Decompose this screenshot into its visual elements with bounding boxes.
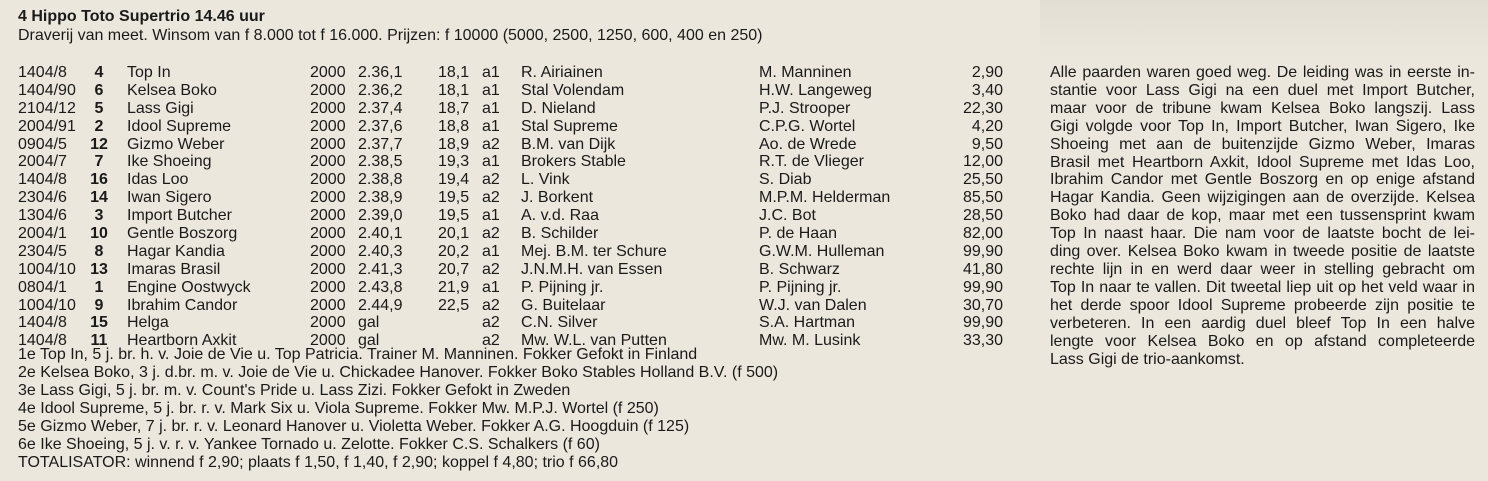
cell-time: 2.37,7 [358,135,403,153]
cell-odds: 99,90 [962,242,1003,260]
cell-km: 19,3 [438,153,470,171]
cell-odds: 33,30 [962,332,1003,350]
table-row [18,225,1038,243]
cell-odds: 41,80 [962,260,1003,278]
cell-owner: Mej. B.M. ter Schure [521,242,667,260]
cell-dist: 2000 [310,314,346,332]
race-commentary [1050,64,1475,368]
cell-owner: B.M. van Dijk [521,135,616,153]
cell-num: 6 [94,81,104,99]
cell-dist: 2000 [310,117,346,135]
cell-owner: Stal Supreme [521,117,618,135]
cell-time: 2.41,3 [358,260,403,278]
cell-time: 2.36,1 [358,64,403,81]
cell-trainer: M. Manninen [759,64,852,81]
cell-start: a1 [482,207,500,225]
cell-dist: 2000 [310,278,346,296]
cell-owner: Stal Volendam [521,81,625,99]
cell-km: 19,4 [438,171,470,189]
cell-name: Gizmo Weber [127,135,225,153]
commentary-line: Top In naar te vallen. Dit tweetal liep uit op het veld waar in [1050,278,1475,296]
cell-num: 15 [90,314,108,332]
cell-dist: 2000 [310,171,346,189]
cell-time: gal [358,332,380,350]
cell-name: Hagar Kandia [127,242,225,260]
footnotes-block [18,346,1028,472]
cell-num: 13 [90,260,108,278]
cell-dist: 2000 [310,189,346,207]
footnote-line: 3e Lass Gigi, 5 j. br. m. v. Count's Pride u. Lass Zizi. Fokker Gefokt in Zweden [18,382,571,399]
cell-start: a1 [482,99,500,117]
cell-time: 2.39,0 [358,207,403,225]
cell-code: 2004/91 [18,117,76,135]
cell-name: Helga [127,314,169,332]
cell-trainer: P.J. Strooper [759,99,851,117]
cell-time: 2.37,4 [358,99,403,117]
table-row [18,136,1038,154]
cell-odds: 4,20 [971,117,1003,135]
cell-owner: Brokers Stable [521,153,626,171]
cell-name: Iwan Sigero [127,189,212,207]
cell-trainer: W.J. van Dalen [759,296,867,314]
commentary-line: stantie voor Lass Gigi na een duel met Import Butcher, [1050,81,1475,99]
cell-time: 2.36,2 [358,81,403,99]
cell-dist: 2000 [310,153,346,171]
cell-km: 18,7 [438,99,470,117]
commentary-line: ding over. Kelsea Boko kwam in tweede positie de laatste [1050,243,1475,261]
cell-trainer: P. Pijning jr. [759,278,842,296]
cell-num: 9 [94,296,104,314]
cell-owner: P. Pijning jr. [521,278,604,296]
cell-code: 1004/10 [18,296,76,314]
cell-start: a2 [482,171,500,189]
cell-owner: D. Nieland [521,99,596,117]
commentary-line: Lass Gigi de trio-aankomst. [1050,350,1245,368]
cell-time: 2.40,3 [358,242,403,260]
table-row [18,118,1038,136]
table-row [18,171,1038,189]
cell-odds: 22,30 [962,99,1003,117]
commentary-line: Shoeing met aan de buitenzijde Gizmo Weber, Imaras [1050,135,1475,153]
cell-trainer: M.P.M. Helderman [759,189,891,207]
race-conditions: Draverij van meet. Winsom van f 8.000 tot f 16.000. Prijzen: f 10000 (5000, 2500, 1250, 600, 400 en 250) [18,27,763,44]
cell-start: a1 [482,117,500,135]
cell-km: 18,8 [438,117,470,135]
commentary-line: Brasil met Heartborn Axkit, Idool Supreme met Idas Loo, [1050,153,1475,171]
cell-name: Idas Loo [127,171,189,189]
table-row [18,64,1038,82]
cell-owner: L. Vink [521,171,570,189]
cell-code: 0804/1 [18,278,67,296]
cell-start: a2 [482,314,500,332]
cell-odds: 99,90 [962,314,1003,332]
table-row [18,297,1038,315]
cell-start: a2 [482,225,500,243]
cell-odds: 99,90 [962,278,1003,296]
results-table [18,64,1038,350]
cell-start: a2 [482,189,500,207]
commentary-line: rechte lijn in en werd daar weer in stelling gebracht om [1050,260,1475,278]
cell-km: 21,9 [438,278,470,296]
cell-start: a2 [482,332,500,350]
cell-dist: 2000 [310,64,346,81]
background-bleed [1040,0,1488,60]
cell-num: 11 [90,332,108,350]
race-title: 4 Hippo Toto Supertrio 14.46 uur [18,8,265,25]
commentary-line: Ibrahim Candor met Gentle Boszorg en op enige afstand [1050,171,1475,189]
cell-name: Idool Supreme [127,117,232,135]
cell-code: 2104/12 [18,99,76,117]
table-row [18,243,1038,261]
cell-odds: 12,00 [962,153,1003,171]
cell-start: a2 [482,260,500,278]
cell-odds: 2,90 [971,64,1003,81]
commentary-line: lengte voor Kelsea Boko en op afstand completeerde [1050,332,1475,350]
cell-time: gal [358,314,380,332]
cell-num: 2 [94,117,104,135]
cell-num: 12 [90,135,108,153]
footnote-line: 5e Gizmo Weber, 7 j. br. r. v. Leonard Hanover u. Violetta Weber. Fokker A.G. Hoogduin (f 125) [18,418,690,435]
cell-trainer: G.W.M. Hulleman [759,242,885,260]
commentary-line: Boko had daar de kop, maar met een tussensprint kwam [1050,207,1475,225]
cell-trainer: S.A. Hartman [759,314,856,332]
cell-trainer: R.T. de Vlieger [759,153,864,171]
table-row [18,261,1038,279]
cell-code: 1404/8 [18,64,67,81]
cell-name: Import Butcher [127,207,232,225]
cell-odds: 9,50 [971,135,1003,153]
cell-odds: 25,50 [962,171,1003,189]
cell-dist: 2000 [310,332,346,350]
cell-dist: 2000 [310,99,346,117]
cell-owner: G. Buitelaar [521,296,606,314]
cell-dist: 2000 [310,135,346,153]
cell-km: 18,1 [438,81,470,99]
cell-km: 20,1 [438,225,470,243]
cell-odds: 28,50 [962,207,1003,225]
cell-trainer: H.W. Langeweg [759,81,872,99]
cell-trainer: Mw. M. Lusink [759,332,861,350]
cell-code: 1304/6 [18,207,67,225]
cell-time: 2.37,6 [358,117,403,135]
table-row [18,189,1038,207]
cell-km: 18,1 [438,64,470,81]
cell-time: 2.43,8 [358,278,403,296]
cell-odds: 3,40 [971,81,1003,99]
cell-trainer: C.P.G. Wortel [759,117,856,135]
cell-num: 16 [90,171,108,189]
cell-num: 8 [94,242,104,260]
cell-start: a1 [482,153,500,171]
cell-start: a1 [482,64,500,81]
cell-num: 14 [90,189,108,207]
cell-km: 20,7 [438,260,470,278]
cell-dist: 2000 [310,225,346,243]
cell-km: 19,5 [438,207,470,225]
cell-odds: 85,50 [962,189,1003,207]
cell-code: 2004/7 [18,153,67,171]
cell-num: 5 [94,99,104,117]
cell-time: 2.38,8 [358,171,403,189]
table-row [18,82,1038,100]
cell-owner: J. Borkent [521,189,594,207]
cell-code: 2304/6 [18,189,67,207]
cell-num: 7 [94,153,104,171]
footnote-line: 6e Ike Shoeing, 5 j. v. r. v. Yankee Tornado u. Zelotte. Fokker C.S. Schalkers (f 60) [18,436,600,453]
footnote-line: 4e Idool Supreme, 5 j. br. r. v. Mark Six u. Viola Supreme. Fokker Mw. M.P.J. Wortel (f 250) [18,400,659,417]
cell-name: Imaras Brasil [127,260,221,278]
cell-name: Heartborn Axkit [127,332,237,350]
cell-time: 2.40,1 [358,225,403,243]
cell-code: 1404/90 [18,81,76,99]
cell-trainer: J.C. Bot [759,207,816,225]
commentary-line: het derde spoor Idool Supreme probeerde zijn positie te [1050,296,1475,314]
cell-num: 1 [94,278,104,296]
cell-trainer: S. Diab [759,171,812,189]
commentary-line: Hagar Kandia. Geen wijzigingen aan de overzijde. Kelsea [1050,189,1475,207]
cell-owner: R. Airiainen [521,64,603,81]
cell-km: 22,5 [438,296,470,314]
cell-owner: J.N.M.H. van Essen [521,260,663,278]
cell-code: 1404/8 [18,332,67,350]
cell-name: Ike Shoeing [127,153,212,171]
cell-name: Engine Oostwyck [127,278,251,296]
commentary-line: Top In naast haar. Die nam voor de laatste bocht de lei- [1050,225,1475,243]
cell-start: a1 [482,242,500,260]
cell-dist: 2000 [310,296,346,314]
commentary-line: maar voor de tribune kwam Kelsea Boko langszij. Lass [1050,99,1475,117]
footnote-line: 2e Kelsea Boko, 3 j. d.br. m. v. Joie de Vie u. Chickadee Hanover. Fokker Boko Stables Holland B.V. (f 500) [18,364,779,381]
cell-trainer: P. de Haan [759,225,837,243]
cell-code: 0904/5 [18,135,67,153]
cell-code: 1404/8 [18,171,67,189]
cell-dist: 2000 [310,242,346,260]
table-row [18,207,1038,225]
cell-name: Kelsea Boko [127,81,217,99]
cell-num: 4 [94,64,104,81]
table-row [18,279,1038,297]
table-row [18,100,1038,118]
cell-start: a2 [482,135,500,153]
cell-dist: 2000 [310,81,346,99]
cell-owner: A. v.d. Raa [521,207,599,225]
cell-code: 1404/8 [18,314,67,332]
commentary-line: Gigi volgde voor Top In, Import Butcher, Iwan Sigero, Ike [1050,117,1475,135]
cell-code: 2304/5 [18,242,67,260]
table-row [18,153,1038,171]
cell-km: 20,2 [438,242,470,260]
cell-num: 3 [94,207,104,225]
cell-num: 10 [90,225,108,243]
cell-owner: C.N. Silver [521,314,598,332]
cell-name: Gentle Boszorg [127,225,238,243]
cell-odds: 82,00 [962,225,1003,243]
cell-code: 2004/1 [18,225,67,243]
cell-owner: B. Schilder [521,225,599,243]
cell-time: 2.44,9 [358,296,403,314]
cell-code: 1004/10 [18,260,76,278]
cell-dist: 2000 [310,207,346,225]
cell-start: a2 [482,296,500,314]
cell-name: Ibrahim Candor [127,296,238,314]
cell-time: 2.38,9 [358,189,403,207]
cell-km: 19,5 [438,189,470,207]
cell-start: a1 [482,81,500,99]
commentary-line: Alle paarden waren goed weg. De leiding was in eerste in- [1050,64,1475,81]
cell-km: 18,9 [438,135,470,153]
cell-trainer: B. Schwarz [759,260,840,278]
cell-start: a1 [482,278,500,296]
cell-name: Lass Gigi [127,99,194,117]
cell-time: 2.38,5 [358,153,403,171]
commentary-line: verbeteren. In een aardig duel bleef Top In een halve [1050,314,1475,332]
cell-owner: Mw. W.L. van Putten [521,332,667,350]
footnote-line: TOTALISATOR: winnend f 2,90; plaats f 1,50, f 1,40, f 2,90; koppel f 4,80; trio f 66,80 [18,454,619,471]
footnote-line: 1e Top In, 5 j. br. h. v. Joie de Vie u. Top Patricia. Trainer M. Manninen. Fokker Gefokt in Finland [18,346,698,363]
cell-dist: 2000 [310,260,346,278]
table-row [18,314,1038,332]
cell-name: Top In [127,64,171,81]
cell-trainer: Ao. de Wrede [759,135,857,153]
cell-odds: 30,70 [962,296,1003,314]
